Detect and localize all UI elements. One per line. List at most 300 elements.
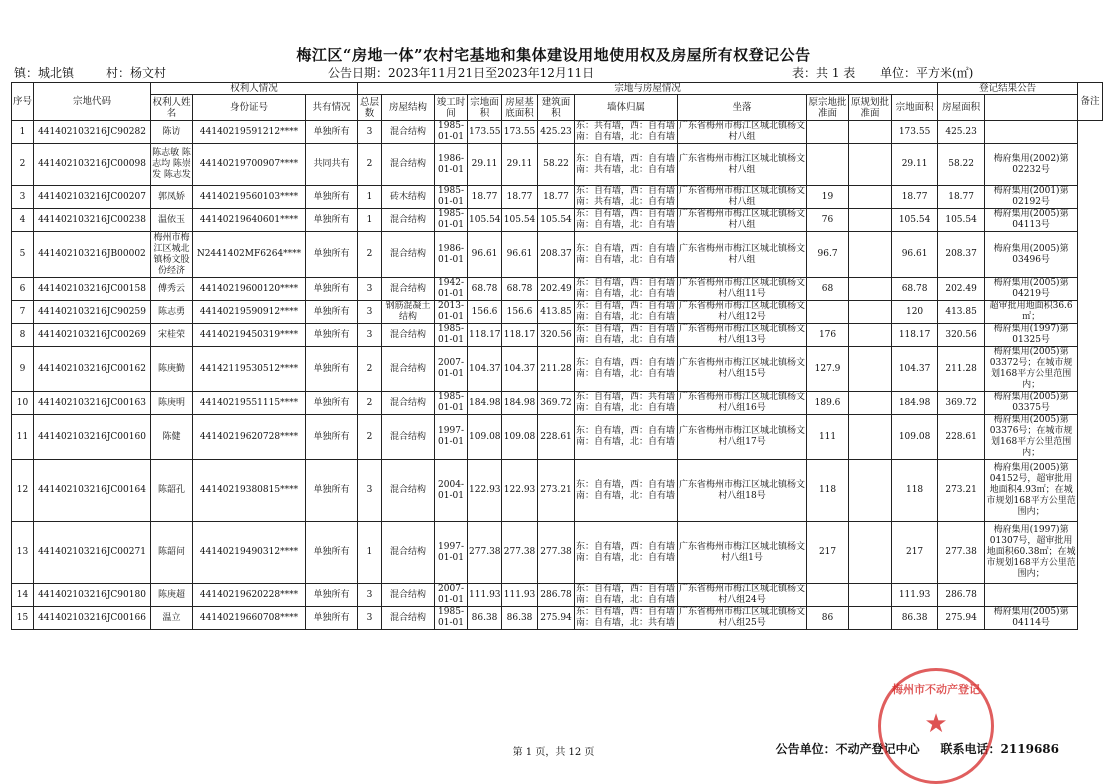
announcement-date: 公告日期：2023年11月21日至2023年12月11日 <box>328 66 595 80</box>
cell-id: N2441402MF6264**** <box>193 232 306 278</box>
cell-code: 441402103216JC00163 <box>34 392 151 415</box>
cell-seq: 9 <box>12 347 34 392</box>
cell-res-parcel: 96.61 <box>892 232 938 278</box>
cell-build: 277.38 <box>538 522 575 584</box>
cell-base: 184.98 <box>502 392 538 415</box>
table-row <box>12 392 1103 415</box>
cell-walls: 东：自有墙，西：自有墙 南：自有墙，北：自有墙 <box>575 522 678 584</box>
cell-res-parcel: 184.98 <box>892 392 938 415</box>
cell-share: 单独所有 <box>306 347 358 392</box>
header-result-parcel: 宗地面积 <box>892 95 938 121</box>
cell-build: 58.22 <box>538 144 575 186</box>
cell-location: 广东省梅州市梅江区城北镇杨文村八组17号 <box>678 415 807 460</box>
header-building-area: 建筑面积 <box>538 95 575 121</box>
announcing-unit: 公告单位：不动产登记中心 <box>775 742 920 756</box>
cell-structure: 砖木结构 <box>382 186 435 209</box>
cell-id: 44140219591212**** <box>193 121 306 144</box>
cell-res-parcel: 86.38 <box>892 607 938 630</box>
cell-parcel: 111.93 <box>468 584 502 607</box>
cell-structure: 钢筋混凝土结构 <box>382 301 435 324</box>
cell-walls: 东：自有墙，西：自有墙 南：自有墙，北：自有墙 <box>575 347 678 392</box>
cell-structure: 混合结构 <box>382 324 435 347</box>
cell-orig: 118 <box>807 460 849 522</box>
contact-phone: 联系电话：2119686 <box>940 742 1059 756</box>
cell-parcel: 105.54 <box>468 209 502 232</box>
header-orig-approved: 原宗地批准面 <box>808 96 847 119</box>
cell-date: 2004-01-01 <box>435 460 468 522</box>
cell-seq: 12 <box>12 460 34 522</box>
cell-build: 286.78 <box>538 584 575 607</box>
header-floors: 总层数 <box>358 95 382 121</box>
cell-build: 211.28 <box>538 347 575 392</box>
cell-id: 44140219380815**** <box>193 460 306 522</box>
cell-seq: 15 <box>12 607 34 630</box>
cell-parcel: 122.93 <box>468 460 502 522</box>
cell-build: 320.56 <box>538 324 575 347</box>
cell-seq: 8 <box>12 324 34 347</box>
cell-date: 1985-01-01 <box>435 607 468 630</box>
cell-date: 1985-01-01 <box>435 324 468 347</box>
cell-parcel: 96.61 <box>468 232 502 278</box>
cell-date: 1985-01-01 <box>435 186 468 209</box>
cell-remark <box>985 584 1078 607</box>
cell-name: 梅州市梅江区城北镇杨文股份经济 <box>151 232 193 278</box>
cell-remark: 超审批用地面积36.6㎡； <box>985 301 1078 324</box>
cell-res-house: 277.38 <box>938 522 985 584</box>
cell-base: 118.17 <box>502 324 538 347</box>
cell-code: 441402103216JC00158 <box>34 278 151 301</box>
cell-remark: 梅府集用(2005)第03375号 <box>985 392 1078 415</box>
cell-name: 宋桂荣 <box>151 324 193 347</box>
cell-id: 44140219490312**** <box>193 522 306 584</box>
unit-label: 单位：平方米(㎡) <box>880 66 974 80</box>
cell-build: 425.23 <box>538 121 575 144</box>
cell-remark: 梅府集用(2005)第03372号；在城市规划168平方公里范围内； <box>985 347 1078 392</box>
cell-orig <box>807 144 849 186</box>
header-orig-plan: 原规划批准面 <box>849 95 892 121</box>
cell-res-house: 369.72 <box>938 392 985 415</box>
cell-remark: 梅府集用(2005)第04219号 <box>985 278 1078 301</box>
cell-id: 44140219560103**** <box>193 186 306 209</box>
cell-plan <box>849 415 892 460</box>
cell-build: 228.61 <box>538 415 575 460</box>
table-row <box>12 278 1103 301</box>
cell-structure: 混合结构 <box>382 209 435 232</box>
cell-share: 单独所有 <box>306 584 358 607</box>
cell-orig: 127.9 <box>807 347 849 392</box>
cell-res-parcel: 105.54 <box>892 209 938 232</box>
cell-name: 陈庚勤 <box>151 347 193 392</box>
cell-name: 陈韶问 <box>151 522 193 584</box>
cell-floors: 1 <box>358 522 382 584</box>
cell-id: 44140219660708**** <box>193 607 306 630</box>
cell-structure: 混合结构 <box>382 607 435 630</box>
cell-res-parcel: 111.93 <box>892 584 938 607</box>
header-id-number: 身份证号 <box>193 95 306 121</box>
cell-walls: 东：自有墙，西：自有墙 南：自有墙，北：自有墙 <box>575 209 678 232</box>
cell-parcel: 109.08 <box>468 415 502 460</box>
cell-build: 202.49 <box>538 278 575 301</box>
cell-share: 单独所有 <box>306 607 358 630</box>
cell-structure: 混合结构 <box>382 584 435 607</box>
cell-plan <box>849 209 892 232</box>
cell-orig <box>807 121 849 144</box>
cell-base: 156.6 <box>502 301 538 324</box>
cell-share: 共同共有 <box>306 144 358 186</box>
cell-res-house: 208.37 <box>938 232 985 278</box>
cell-base: 18.77 <box>502 186 538 209</box>
cell-share: 单独所有 <box>306 324 358 347</box>
table-row <box>12 415 1103 460</box>
cell-id: 44140219640601**** <box>193 209 306 232</box>
cell-floors: 3 <box>358 121 382 144</box>
cell-orig: 76 <box>807 209 849 232</box>
cell-code: 441402103216JB00002 <box>34 232 151 278</box>
table-row <box>12 144 1103 186</box>
cell-orig: 86 <box>807 607 849 630</box>
cell-floors: 3 <box>358 607 382 630</box>
cell-share: 单独所有 <box>306 415 358 460</box>
cell-name: 陈健 <box>151 415 193 460</box>
cell-remark: 梅府集用(2005)第04152号，超审批用地面积4.93㎡；在城市规划168平方公里范围内； <box>985 460 1078 522</box>
table-row <box>12 121 1103 144</box>
cell-orig: 189.6 <box>807 392 849 415</box>
cell-res-house: 320.56 <box>938 324 985 347</box>
official-seal: 梅州市不动产登记 ★ <box>878 668 994 784</box>
header-structure: 房屋结构 <box>382 95 435 121</box>
cell-res-house: 413.85 <box>938 301 985 324</box>
cell-build: 275.94 <box>538 607 575 630</box>
cell-plan <box>849 232 892 278</box>
cell-code: 441402103216JC00238 <box>34 209 151 232</box>
cell-id: 44140219590912**** <box>193 301 306 324</box>
cell-res-parcel: 118.17 <box>892 324 938 347</box>
cell-remark: 梅府集用(2005)第03376号；在城市规划168平方公里范围内； <box>985 415 1078 460</box>
cell-walls: 东：自有墙，西：自有墙 南：自有墙，北：自有墙 <box>575 460 678 522</box>
cell-plan <box>849 584 892 607</box>
cell-plan <box>849 186 892 209</box>
cell-date: 1985-01-01 <box>435 392 468 415</box>
cell-walls: 东：自有墙，西：自有墙 南：自有墙，北：自有墙 <box>575 278 678 301</box>
cell-seq: 5 <box>12 232 34 278</box>
cell-parcel: 156.6 <box>468 301 502 324</box>
seal-star-icon: ★ <box>924 709 948 739</box>
cell-orig: 96.7 <box>807 232 849 278</box>
cell-seq: 4 <box>12 209 34 232</box>
cell-remark: 梅府集用(2005)第04113号 <box>985 209 1078 232</box>
header-base-area: 房屋基底面积 <box>502 95 538 121</box>
cell-plan <box>849 121 892 144</box>
cell-floors: 1 <box>358 186 382 209</box>
header-location: 坐落 <box>678 95 807 121</box>
cell-date: 2013-01-01 <box>435 301 468 324</box>
cell-location: 广东省梅州市梅江区城北镇杨文村八组18号 <box>678 460 807 522</box>
cell-plan <box>849 324 892 347</box>
cell-parcel: 29.11 <box>468 144 502 186</box>
cell-walls: 东：自有墙，西：自有墙 南：自有墙，北：自有墙 <box>575 415 678 460</box>
cell-base: 68.78 <box>502 278 538 301</box>
cell-code: 441402103216JC00269 <box>34 324 151 347</box>
cell-name: 傅秀云 <box>151 278 193 301</box>
cell-code: 441402103216JC00160 <box>34 415 151 460</box>
cell-remark: 梅府集用(2005)第04114号 <box>985 607 1078 630</box>
cell-name: 陈志敏 陈志均 陈崇发 陈志发 <box>151 144 193 186</box>
cell-walls: 东：共有墙，西：自有墙 南：自有墙，北：自有墙 <box>575 121 678 144</box>
cell-remark: 梅府集用(2002)第02232号 <box>985 144 1078 186</box>
cell-code: 441402103216JC90282 <box>34 121 151 144</box>
cell-res-parcel: 18.77 <box>892 186 938 209</box>
table-row <box>12 607 1103 630</box>
cell-plan <box>849 144 892 186</box>
cell-remark <box>985 121 1078 144</box>
cell-res-house: 18.77 <box>938 186 985 209</box>
cell-res-house: 273.21 <box>938 460 985 522</box>
cell-build: 413.85 <box>538 301 575 324</box>
town-label: 镇：城北镇 <box>14 66 75 80</box>
cell-id: 44140219700907**** <box>193 144 306 186</box>
cell-parcel: 173.55 <box>468 121 502 144</box>
header-result-group: 登记结果公告 <box>938 83 1078 95</box>
cell-date: 1997-01-01 <box>435 415 468 460</box>
cell-seq: 3 <box>12 186 34 209</box>
cell-id: 44142119530512**** <box>193 347 306 392</box>
cell-parcel: 184.98 <box>468 392 502 415</box>
header-parcel-area: 宗地面积 <box>468 95 502 121</box>
cell-build: 18.77 <box>538 186 575 209</box>
cell-remark: 梅府集用(2005)第03496号 <box>985 232 1078 278</box>
cell-location: 广东省梅州市梅江区城北镇杨文村八组 <box>679 209 806 230</box>
cell-location: 广东省梅州市梅江区城北镇杨文村八组12号 <box>679 301 806 322</box>
cell-floors: 1 <box>358 209 382 232</box>
cell-code: 441402103216JC00098 <box>34 144 151 186</box>
page-title: 梅江区“房地一体”农村宅基地和集体建设用地使用权及房屋所有权登记公告 <box>296 46 811 64</box>
cell-floors: 2 <box>358 232 382 278</box>
cell-plan <box>849 347 892 392</box>
cell-res-parcel: 120 <box>892 301 938 324</box>
cell-orig: 19 <box>807 186 849 209</box>
cell-remark: 梅府集用(1997)第01325号 <box>985 324 1078 347</box>
cell-structure: 混合结构 <box>382 232 435 278</box>
cell-floors: 3 <box>358 460 382 522</box>
cell-date: 1985-01-01 <box>435 121 468 144</box>
cell-name: 温依玉 <box>151 209 193 232</box>
cell-share: 单独所有 <box>306 232 358 278</box>
cell-base: 86.38 <box>502 607 538 630</box>
cell-code: 441402103216JC00271 <box>34 522 151 584</box>
cell-location: 广东省梅州市梅江区城北镇杨文村八组11号 <box>679 278 806 299</box>
cell-seq: 10 <box>12 392 34 415</box>
cell-base: 29.11 <box>502 144 538 186</box>
cell-date: 1985-01-01 <box>435 209 468 232</box>
cell-id: 44140219551115**** <box>193 392 306 415</box>
cell-code: 441402103216JC00166 <box>34 607 151 630</box>
cell-seq: 6 <box>12 278 34 301</box>
cell-parcel: 86.38 <box>468 607 502 630</box>
cell-parcel: 104.37 <box>468 347 502 392</box>
cell-base: 277.38 <box>502 522 538 584</box>
cell-date: 1942-01-01 <box>435 278 468 301</box>
cell-structure: 混合结构 <box>382 415 435 460</box>
cell-floors: 2 <box>358 392 382 415</box>
cell-location: 广东省梅州市梅江区城北镇杨文村八组 <box>679 186 806 207</box>
cell-structure: 混合结构 <box>382 121 435 144</box>
table-row <box>12 324 1103 347</box>
cell-res-house: 286.78 <box>938 584 985 607</box>
cell-res-house: 58.22 <box>938 144 985 186</box>
cell-seq: 1 <box>12 121 34 144</box>
cell-base: 122.93 <box>502 460 538 522</box>
cell-code: 441402103216JC90259 <box>34 301 151 324</box>
cell-location: 广东省梅州市梅江区城北镇杨文村八组 <box>678 232 807 278</box>
cell-walls: 东：自有墙，西：自有墙 南：自有墙，北：自有墙 <box>575 584 678 607</box>
cell-floors: 3 <box>358 278 382 301</box>
cell-share: 单独所有 <box>306 209 358 232</box>
cell-name: 陈庚明 <box>151 392 193 415</box>
table-body <box>12 121 1103 630</box>
cell-walls: 东：自有墙，西：自有墙 南：自有墙，北：自有墙 <box>575 232 678 278</box>
cell-floors: 2 <box>358 415 382 460</box>
cell-orig <box>807 301 849 324</box>
cell-remark: 梅府集用(1997)第01307号，超审批用地面积60.38㎡；在城市规划168平方公里范围内； <box>985 522 1078 584</box>
cell-location: 广东省梅州市梅江区城北镇杨文村八组13号 <box>679 324 806 345</box>
cell-code: 441402103216JC00207 <box>34 186 151 209</box>
cell-plan <box>849 301 892 324</box>
cell-location: 广东省梅州市梅江区城北镇杨文村八组1号 <box>678 522 807 584</box>
cell-plan <box>849 460 892 522</box>
cell-floors: 2 <box>358 144 382 186</box>
cell-seq: 2 <box>12 144 34 186</box>
cell-res-parcel: 104.37 <box>892 347 938 392</box>
header-owner-group: 权利人情况 <box>151 83 358 95</box>
cell-parcel: 277.38 <box>468 522 502 584</box>
page-number: 第 1 页，共 12 页 <box>512 747 595 758</box>
cell-res-parcel: 68.78 <box>892 278 938 301</box>
header-share: 共有情况 <box>306 95 358 121</box>
cell-plan <box>849 278 892 301</box>
cell-name: 郭凤娇 <box>151 186 193 209</box>
table-row <box>12 301 1103 324</box>
cell-parcel: 18.77 <box>468 186 502 209</box>
cell-date: 2007-01-01 <box>435 584 468 607</box>
cell-floors: 3 <box>358 301 382 324</box>
cell-plan <box>849 607 892 630</box>
cell-res-parcel: 29.11 <box>892 144 938 186</box>
cell-date: 1986-01-01 <box>435 232 468 278</box>
cell-walls: 东：自有墙，西：自有墙 南：自有墙，北：自有墙 <box>575 324 678 347</box>
cell-structure: 混合结构 <box>382 392 435 415</box>
cell-res-parcel: 173.55 <box>892 121 938 144</box>
cell-parcel: 68.78 <box>468 278 502 301</box>
table-row <box>12 522 1103 584</box>
table-row <box>12 584 1103 607</box>
cell-share: 单独所有 <box>306 301 358 324</box>
cell-base: 104.37 <box>502 347 538 392</box>
village-label: 村：杨文村 <box>106 66 167 80</box>
header-owner-name: 权利人姓名 <box>152 96 191 119</box>
cell-location: 广东省梅州市梅江区城北镇杨文村八组 <box>679 121 806 142</box>
cell-remark: 梅府集用(2001)第02192号 <box>985 186 1078 209</box>
cell-code: 441402103216JC00162 <box>34 347 151 392</box>
header-completed: 竣工时间 <box>435 95 468 121</box>
cell-base: 109.08 <box>502 415 538 460</box>
cell-floors: 3 <box>358 584 382 607</box>
cell-seq: 7 <box>12 301 34 324</box>
cell-id: 44140219600120**** <box>193 278 306 301</box>
cell-share: 单独所有 <box>306 460 358 522</box>
header-land-group: 宗地与房屋情况 <box>358 83 938 95</box>
table-row <box>12 209 1103 232</box>
cell-id: 44140219620228**** <box>193 584 306 607</box>
cell-name: 陈韶孔 <box>151 460 193 522</box>
cell-floors: 3 <box>358 324 382 347</box>
cell-structure: 混合结构 <box>382 278 435 301</box>
header-seq: 序号 <box>12 83 34 121</box>
cell-structure: 混合结构 <box>382 522 435 584</box>
cell-res-parcel: 109.08 <box>892 415 938 460</box>
cell-walls: 东：自有墙，西：自有墙 南：共有墙，北：自有墙 <box>575 186 678 209</box>
header-walls: 墙体归属 <box>575 95 678 121</box>
cell-res-house: 228.61 <box>938 415 985 460</box>
cell-seq: 14 <box>12 584 34 607</box>
cell-floors: 2 <box>358 347 382 392</box>
table-count: 表：共 1 表 <box>792 66 856 80</box>
cell-share: 单独所有 <box>306 278 358 301</box>
registration-table <box>11 82 1103 630</box>
cell-orig: 217 <box>807 522 849 584</box>
cell-location: 广东省梅州市梅江区城北镇杨文村八组25号 <box>679 607 806 628</box>
header-result-house: 房屋面积 <box>938 95 985 121</box>
cell-location: 广东省梅州市梅江区城北镇杨文村八组24号 <box>679 584 806 605</box>
cell-res-house: 211.28 <box>938 347 985 392</box>
header-parcel-code: 宗地代码 <box>34 83 151 121</box>
cell-code: 441402103216JC90180 <box>34 584 151 607</box>
cell-plan <box>849 392 892 415</box>
cell-share: 单独所有 <box>306 186 358 209</box>
cell-base: 111.93 <box>502 584 538 607</box>
cell-walls: 东：自有墙，西：自有墙 南：自有墙，北：共有墙 <box>575 607 678 630</box>
cell-walls: 东：自有墙，西：自有墙 南：共有墙，北：自有墙 <box>575 144 678 186</box>
cell-res-house: 202.49 <box>938 278 985 301</box>
cell-res-house: 275.94 <box>938 607 985 630</box>
cell-location: 广东省梅州市梅江区城北镇杨文村八组16号 <box>679 392 806 413</box>
cell-res-parcel: 118 <box>892 460 938 522</box>
cell-base: 105.54 <box>502 209 538 232</box>
cell-build: 273.21 <box>538 460 575 522</box>
cell-share: 单独所有 <box>306 522 358 584</box>
cell-date: 1986-01-01 <box>435 144 468 186</box>
cell-id: 44140219620728**** <box>193 415 306 460</box>
cell-structure: 混合结构 <box>382 347 435 392</box>
table-row <box>12 232 1103 278</box>
cell-seq: 13 <box>12 522 34 584</box>
cell-base: 96.61 <box>502 232 538 278</box>
cell-walls: 东：自有墙，西：共有墙 南：自有墙，北：自有墙 <box>575 392 678 415</box>
cell-orig: 111 <box>807 415 849 460</box>
cell-res-house: 105.54 <box>938 209 985 232</box>
cell-name: 温立 <box>151 607 193 630</box>
cell-parcel: 118.17 <box>468 324 502 347</box>
table-row <box>12 347 1103 392</box>
cell-code: 441402103216JC00164 <box>34 460 151 522</box>
cell-location: 广东省梅州市梅江区城北镇杨文村八组15号 <box>678 347 807 392</box>
cell-structure: 混合结构 <box>382 460 435 522</box>
cell-seq: 11 <box>12 415 34 460</box>
cell-structure: 混合结构 <box>382 144 435 186</box>
cell-build: 105.54 <box>538 209 575 232</box>
cell-walls: 东：自有墙，西：自有墙 南：自有墙，北：自有墙 <box>575 301 678 324</box>
cell-plan <box>849 522 892 584</box>
cell-res-parcel: 217 <box>892 522 938 584</box>
